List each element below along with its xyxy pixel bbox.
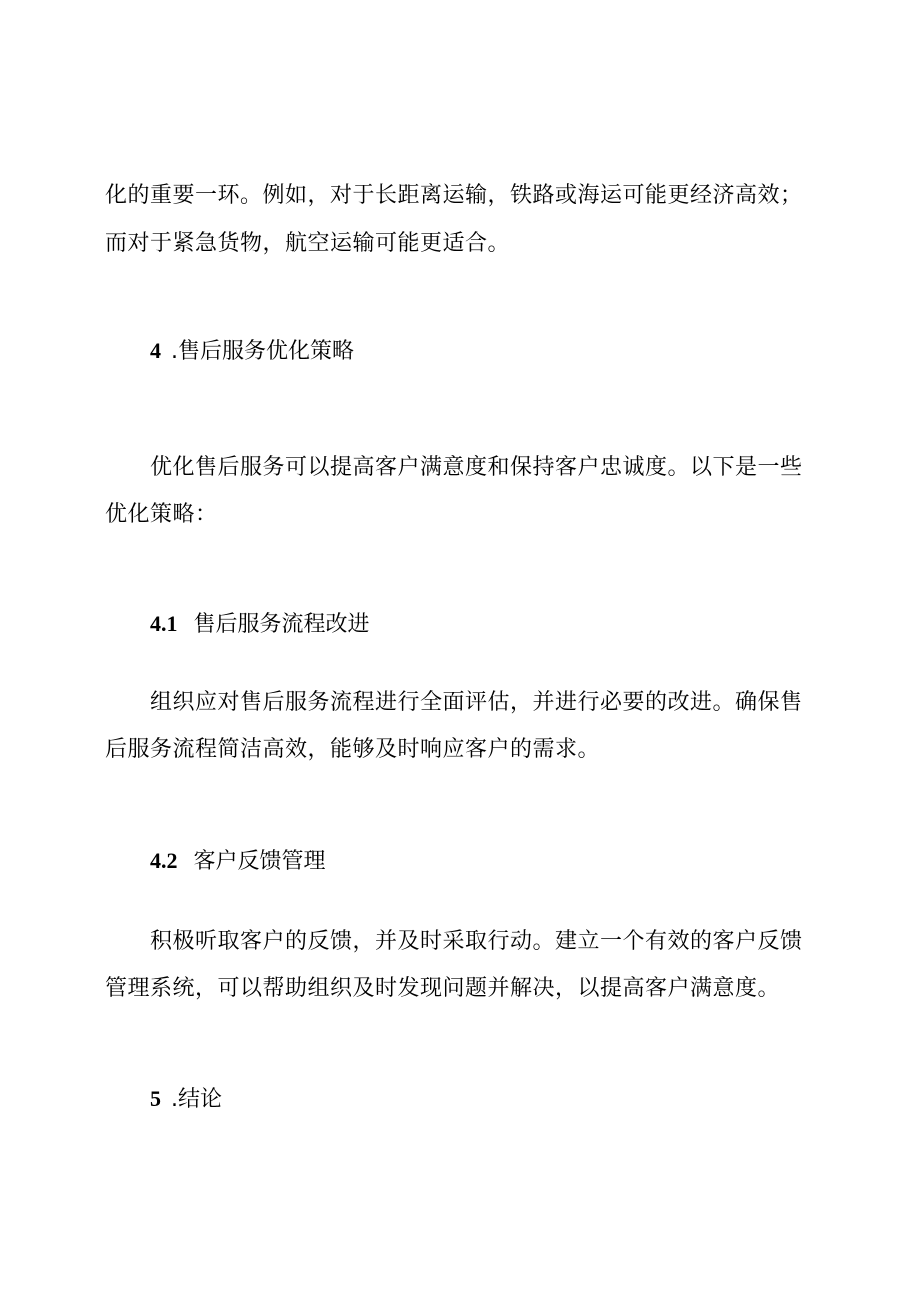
section-4-1-heading	[150, 609, 370, 640]
section-4-paragraph-line-2: 优化策略：	[105, 502, 218, 527]
section-4-1-title: 售后服务流程改进	[193, 612, 370, 637]
section-4-2-title: 客户反馈管理	[193, 849, 326, 874]
section-4-number: 4	[150, 338, 161, 363]
section-5-heading	[150, 1084, 222, 1115]
section-4-2-heading	[150, 846, 326, 877]
section-4-1-paragraph-line-1: 组织应对售后服务流程进行全面评估，并进行必要的改进。确保售	[150, 690, 803, 715]
section-4-2-paragraph-line-1: 积极听取客户的反馈，并及时采取行动。建立一个有效的客户反馈	[150, 929, 803, 954]
section-4-2-paragraph-line-2: 管理系统，可以帮助组织及时发现问题并解决，以提高客户满意度。	[105, 976, 781, 1001]
section-5-number: 5	[150, 1086, 161, 1111]
section-4-1-paragraph-line-2: 后服务流程简洁高效，能够及时响应客户的需求。	[105, 737, 601, 762]
section-4-paragraph-line-1: 优化售后服务可以提高客户满意度和保持客户忠诚度。以下是一些	[150, 455, 803, 480]
section-5-title: .结论	[171, 1087, 222, 1112]
section-4-heading	[150, 336, 354, 367]
section-4-2-number: 4.2	[150, 848, 178, 873]
section-4-title: .售后服务优化策略	[171, 339, 354, 364]
paragraph-intro-line-1: 化的重要一环。例如，对于长距离运输，铁路或海运可能更经济高效；	[105, 183, 803, 208]
paragraph-intro-line-2: 而对于紧急货物，航空运输可能更适合。	[105, 231, 511, 256]
section-4-1-number: 4.1	[150, 611, 178, 636]
